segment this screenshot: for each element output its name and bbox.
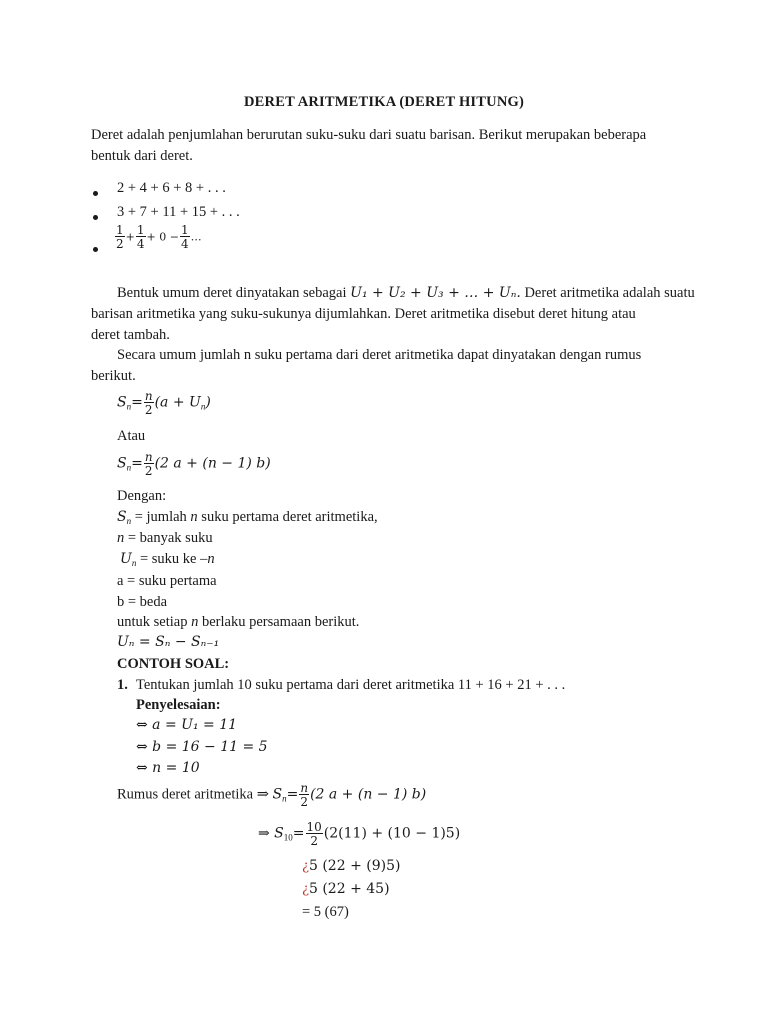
example-1: 2 + 4 + 6 + 8 + . . .: [117, 180, 226, 196]
untuk-line: untuk setiap n berlaku persamaan berikut.: [117, 614, 360, 630]
term-formula: Uₙ = Sₙ − Sₙ₋₁: [117, 634, 220, 650]
sum-formula-1: $S_n=$ $\frac{n}{2}$ $(a + U_n)$: [117, 389, 211, 417]
bullet-icon: [93, 240, 98, 257]
definition-un: $U_n$ = suku ke –n: [120, 551, 215, 568]
calculation-line-3: ¿5 (22 + 45): [302, 881, 390, 897]
calculation-line-4: = 5 (67): [302, 904, 349, 920]
paragraph-2-line-1: Secara umum jumlah n suku pertama dari deret aritmetika dapat dinyatakan dengan rumus: [117, 347, 642, 363]
rumus-line: Rumus deret aritmetika ⇒ $S_n=$ $\frac{n}{2}$ (2 a + (n − 1) b): [117, 781, 427, 809]
page-title: DERET ARITMETIKA (DERET HITUNG): [243, 94, 524, 110]
solution-label: Penyelesaian:: [136, 697, 221, 713]
problem-number: 1.: [117, 677, 128, 693]
definition-sn: $S_n$ = jumlah n suku pertama deret aritmetika,: [117, 509, 378, 526]
bullet-icon: [93, 208, 98, 225]
contoh-soal-heading: CONTOH SOAL:: [117, 656, 230, 672]
fraction: $\frac{1}{2}$: [116, 223, 124, 251]
solution-step-3: ⇔ n = 10: [136, 760, 200, 776]
problem-text: Tentukan jumlah 10 suku pertama dari deret aritmetika 11 + 16 + 21 + . . .: [136, 677, 566, 693]
intro-line-2: bentuk dari deret.: [91, 148, 193, 164]
bullet-icon: [93, 184, 98, 201]
solution-step-1: ⇔ a = U₁ = 11: [136, 717, 238, 733]
paragraph-1-line-1: Bentuk umum deret dinyatakan sebagai U₁ + U₂ + U₃ + … + Uₙ. Deret aritmetika adalah suatu: [117, 285, 695, 301]
dengan-label: Dengan:: [117, 488, 167, 504]
atau-label: Atau: [117, 428, 146, 444]
calculation-line-1: ⇒ $S_{10}=$ $\frac{10}{2}$ (2(11) + (10 − 1)5): [258, 820, 461, 848]
fraction: $\frac{1}{4}$: [136, 223, 145, 251]
example-2: 3 + 7 + 11 + 15 + . . .: [117, 204, 240, 220]
paragraph-2-line-2: berikut.: [91, 368, 136, 384]
definition-n: n = banyak suku: [117, 530, 213, 546]
solution-step-2: ⇔ b = 16 − 11 = 5: [136, 739, 268, 755]
definition-a: a = suku pertama: [117, 573, 217, 589]
paragraph-1-line-2: barisan aritmetika yang suku-sukunya dijumlahkan. Deret aritmetika disebut deret hitung atau: [91, 306, 636, 322]
definition-b: b = beda: [117, 594, 168, 610]
calculation-line-2: ¿5 (22 + (9)5): [302, 858, 401, 874]
sum-formula-2: $S_n=$ $\frac{n}{2}$ (2 a + (n − 1) b): [117, 450, 271, 478]
example-3: $\frac{1}{2}$ + $\frac{1}{4}$ + 0 − $\frac{1}{4}$ …: [116, 223, 202, 251]
paragraph-1-line-3: deret tambah.: [91, 327, 170, 343]
fraction: $\frac{1}{4}$: [180, 223, 189, 251]
intro-line-1: Deret adalah penjumlahan berurutan suku-suku dari suatu barisan. Berikut merupakan beberapa: [91, 127, 647, 143]
general-series-formula: U₁ + U₂ + U₃ + … + Uₙ.: [350, 285, 521, 301]
